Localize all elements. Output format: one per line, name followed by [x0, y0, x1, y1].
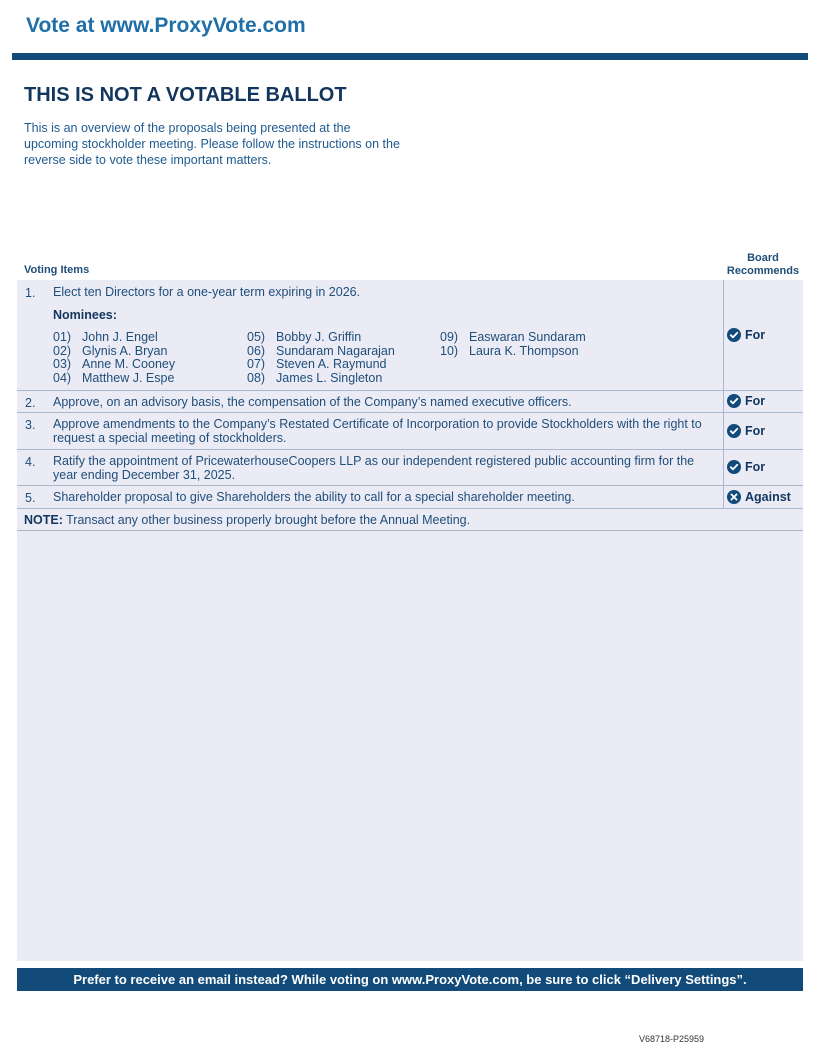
footer-banner: Prefer to receive an email instead? While voting on www.ProxyVote.com, be sure to click “Delivery Settings”. — [17, 968, 803, 991]
nominee: 06) Sundaram Nagarajan — [247, 343, 395, 358]
column-divider — [723, 391, 724, 412]
item-number: 1. — [25, 286, 36, 300]
note-label: NOTE: — [24, 513, 63, 527]
board-recommendation — [727, 460, 765, 474]
column-divider — [723, 486, 724, 508]
voting-item-row — [17, 450, 803, 486]
item-text: Elect ten Directors for a one-year term expiring in 2026. — [53, 285, 361, 299]
nominee: 01) John J. Engel — [53, 330, 158, 344]
item-text: Approve, on an advisory basis, the compensation of the Company’s named executive officers. — [53, 395, 572, 409]
board-recommendation — [727, 490, 791, 504]
nominee: 02) Glynis A. Bryan — [53, 343, 168, 358]
page-title: THIS IS NOT A VOTABLE BALLOT — [24, 84, 347, 106]
nominee: 03) Anne M. Cooney — [53, 357, 176, 372]
nominee: 04) Matthew J. Espe — [53, 371, 175, 386]
document-code: V68718-P25959 — [638, 1034, 704, 1044]
header-title[interactable]: Vote at www.ProxyVote.com — [26, 14, 306, 37]
voting-item-row — [17, 413, 803, 450]
check-circle-icon — [727, 460, 741, 474]
intro-text: This is an overview of the proposals being presented at the upcoming stockholder meeting. Please follow the instructions on the reverse side to vote these important matters. — [24, 121, 400, 167]
nominee: 05) Bobby J. Griffin — [247, 330, 362, 344]
nominee: 10) Laura K. Thompson — [440, 343, 579, 358]
board-recommendation — [727, 424, 765, 438]
recommendation-label: For — [745, 460, 766, 474]
note — [24, 513, 470, 527]
nominees-column-3 — [440, 331, 586, 358]
item-text: Ratify the appointment of PricewaterhouseCoopers LLP as our independent registered public accounting firm for the year ending December 31, 2025. — [53, 454, 695, 482]
check-circle-icon — [727, 328, 741, 342]
voting-items-header: Voting Items — [24, 264, 90, 276]
item-text: Shareholder proposal to give Shareholders the ability to call for a special shareholder meeting. — [53, 490, 575, 504]
recommendation-label: Against — [745, 490, 791, 504]
voting-item-row — [17, 391, 803, 413]
column-divider — [723, 450, 724, 485]
board-recommendation — [727, 328, 765, 342]
nominees-label: Nominees: — [53, 308, 117, 322]
nominees-column-2 — [247, 331, 395, 386]
item-number: 2. — [25, 396, 36, 410]
column-divider — [723, 413, 724, 449]
voting-item-row — [17, 486, 803, 509]
nominee: 07) Steven A. Raymund — [247, 357, 387, 372]
item-text: Approve amendments to the Company’s Restated Certificate of Incorporation to provide Stockholders with the right to request a special meeting of stockholders. — [53, 417, 702, 445]
recommendation-label: For — [745, 328, 766, 342]
board-recommends-header — [722, 252, 804, 278]
nominee: 08) James L. Singleton — [247, 371, 383, 386]
check-circle-icon — [727, 394, 741, 408]
check-circle-icon — [727, 424, 741, 438]
nominee: 09) Easwaran Sundaram — [440, 330, 586, 344]
board-recommendation — [727, 394, 765, 408]
voting-item-row — [17, 280, 803, 391]
nominees-column-1 — [53, 331, 175, 386]
item-number: 3. — [25, 418, 36, 432]
recommendation-label: For — [745, 424, 766, 438]
x-circle-icon — [727, 490, 741, 504]
board-recommends-header-line2: Recommends — [726, 265, 800, 277]
item-number: 4. — [25, 455, 36, 469]
board-recommends-header-line1: Board — [747, 252, 779, 264]
recommendation-label: For — [745, 394, 766, 408]
item-number: 5. — [25, 491, 36, 505]
note-text: Transact any other business properly brought before the Annual Meeting. — [66, 513, 471, 527]
column-divider — [723, 280, 724, 390]
header-divider — [12, 53, 808, 60]
